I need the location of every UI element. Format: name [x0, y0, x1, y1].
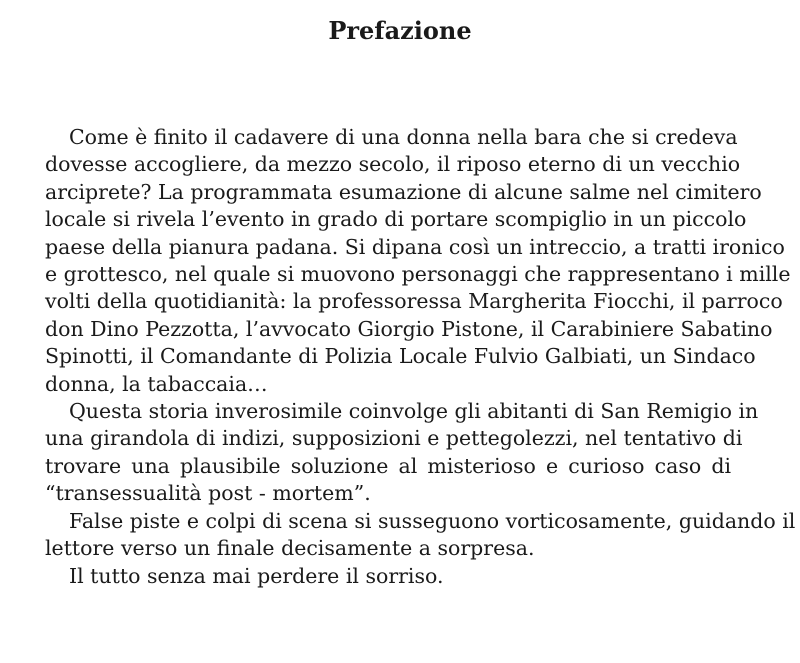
text-line: donna, la tabaccaia…	[45, 371, 268, 396]
text-line: arciprete? La programmata esumazione di alcune salme nel cimitero	[45, 179, 762, 204]
text-line: trovare una plausibile soluzione al misterioso e curioso caso di	[45, 453, 731, 478]
text-line: Questa storia inverosimile coinvolge gli abitanti di San Remigio in	[69, 399, 759, 424]
text-line: paese della pianura padana. Si dipana così un intreccio, a tratti ironico	[45, 234, 785, 259]
text-line: Come è finito il cadavere di una donna nella bara che si credeva	[69, 125, 738, 149]
text-line: Il tutto senza mai perdere il sorriso.	[69, 563, 444, 588]
text-line: don Dino Pezzotta, l’avvocato Giorgio Pistone, il Carabiniere Sabatino	[45, 316, 773, 341]
paragraph-4	[45, 563, 731, 590]
page-title: Prefazione	[328, 16, 472, 45]
text-line: dovesse accogliere, da mezzo secolo, il riposo eterno di un vecchio	[45, 152, 741, 177]
text-line: volti della quotidianità: la professoressa Margherita Fiocchi, il parroco	[45, 289, 783, 314]
paragraph-3	[45, 508, 796, 563]
text-line: Spinotti, il Comandante di Polizia Locale Fulvio Galbiati, un Sindaco	[45, 344, 756, 369]
text-line: lettore verso un finale decisamente a sorpresa.	[45, 536, 535, 561]
text-line: False piste e colpi di scena si susseguono vorticosamente, guidando il	[69, 508, 796, 533]
preface-body	[45, 124, 796, 590]
paragraph-2	[45, 398, 759, 508]
text-line: e grottesco, nel quale si muovono personaggi che rappresentano i mille	[45, 262, 791, 287]
text-line: “transessualità post - mortem”.	[45, 481, 371, 506]
paragraph-1	[45, 124, 791, 398]
text-line: una girandola di indizi, supposizioni e pettegolezzi, nel tentativo di	[45, 426, 743, 451]
text-line: locale si rivela l’evento in grado di portare scompiglio in un piccolo	[45, 207, 747, 232]
